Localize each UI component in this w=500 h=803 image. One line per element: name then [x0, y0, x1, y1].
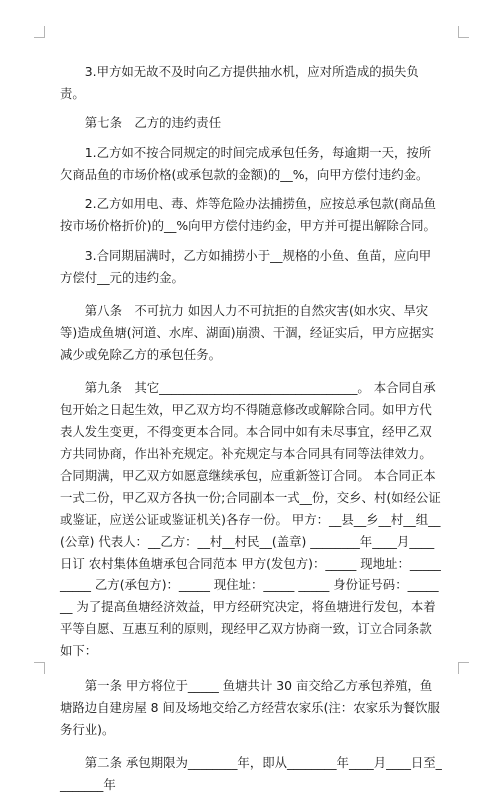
article-8-paragraph: 第八条 不可抗力 如因人力不可抗拒的自然灾害(如水灾、旱灾等)造成鱼塘(河道、水库、湖面)崩溃、干涸，经证实后，甲方应据实减少或免除乙方的承包任务。 [60, 303, 434, 362]
crop-mark-bottom-right [458, 662, 469, 674]
article-7-item-2: 2.乙方如用电、毒、炸等危险办法捕捞鱼，应按总承包款(商品鱼按市场价格折价)的__%向甲方偿付违约金，甲方并可提出解除合同。 [60, 196, 436, 234]
article-7-item-3: 3.合同期届满时，乙方如捕捞小于__规格的小鱼、鱼苗，应向甲方偿付__元的违约金。 [60, 247, 432, 285]
article-7-heading: 第七条 乙方的违约责任 [84, 115, 222, 131]
clause-7-3-paragraph: 3.甲方如无故不及时向乙方提供抽水机，应对所造成的损失负责。 [60, 64, 419, 101]
crop-mark-top-right [458, 26, 469, 38]
article-7-item-1: 1.乙方如不按合同规定的时间完成承包任务，每逾期一天，按所欠商品鱼的市场价格(或承包款的金额)的__%，向甲方偿付违约金。 [60, 144, 432, 182]
article-9-paragraph: 第九条 其它________________________________。 本合同自承包开始之日起生效，甲乙双方均不得随意修改或解除合同。如甲方代表人发生变更，不得变更本合同。本合同中如有未尽事宜，经甲乙双方共同协商，作出补充规定。补充规定与本合同具有同等法律效力。合同期满，甲乙双方如愿意继续承包，应重新签订合同。 本合同正本一式二份，甲乙双方各执一份;合同副本一式__份，交乡、村(如经公证或鉴证，应送公证或鉴证机关)各存一份。 甲方：__县__乡__村__组__(公章) 代表人：__乙方：__村__村民__(盖章) ________年____月____日订 农村集体鱼塘承包合同范本 甲方(发包方)：_____ 现地址：_____ _____ 乙方(承包方)：_____ 现住址：_____ _____ 身份证号码：_______ 为了提高鱼塘经济效益，甲方经研究决定，将鱼塘进行发包，本着平等自愿、互惠互利的原则，现经甲乙双方协商一致，订立合同条款如下： [60, 380, 441, 659]
crop-mark-bottom-left [34, 662, 45, 674]
article-1-paragraph: 第一条 甲方将位于_____ 鱼塘共计 30 亩交给乙方承包养殖，鱼塘路边自建房屋 8 间及场地交给乙方经营农家乐(注：农家乐为餐饮服务行业)。 [60, 677, 440, 737]
crop-mark-top-left [34, 26, 45, 38]
document-body [60, 61, 443, 803]
article-2-paragraph: 第二条 承包期限为________年，即从________年____月____日至________年 [60, 755, 442, 792]
